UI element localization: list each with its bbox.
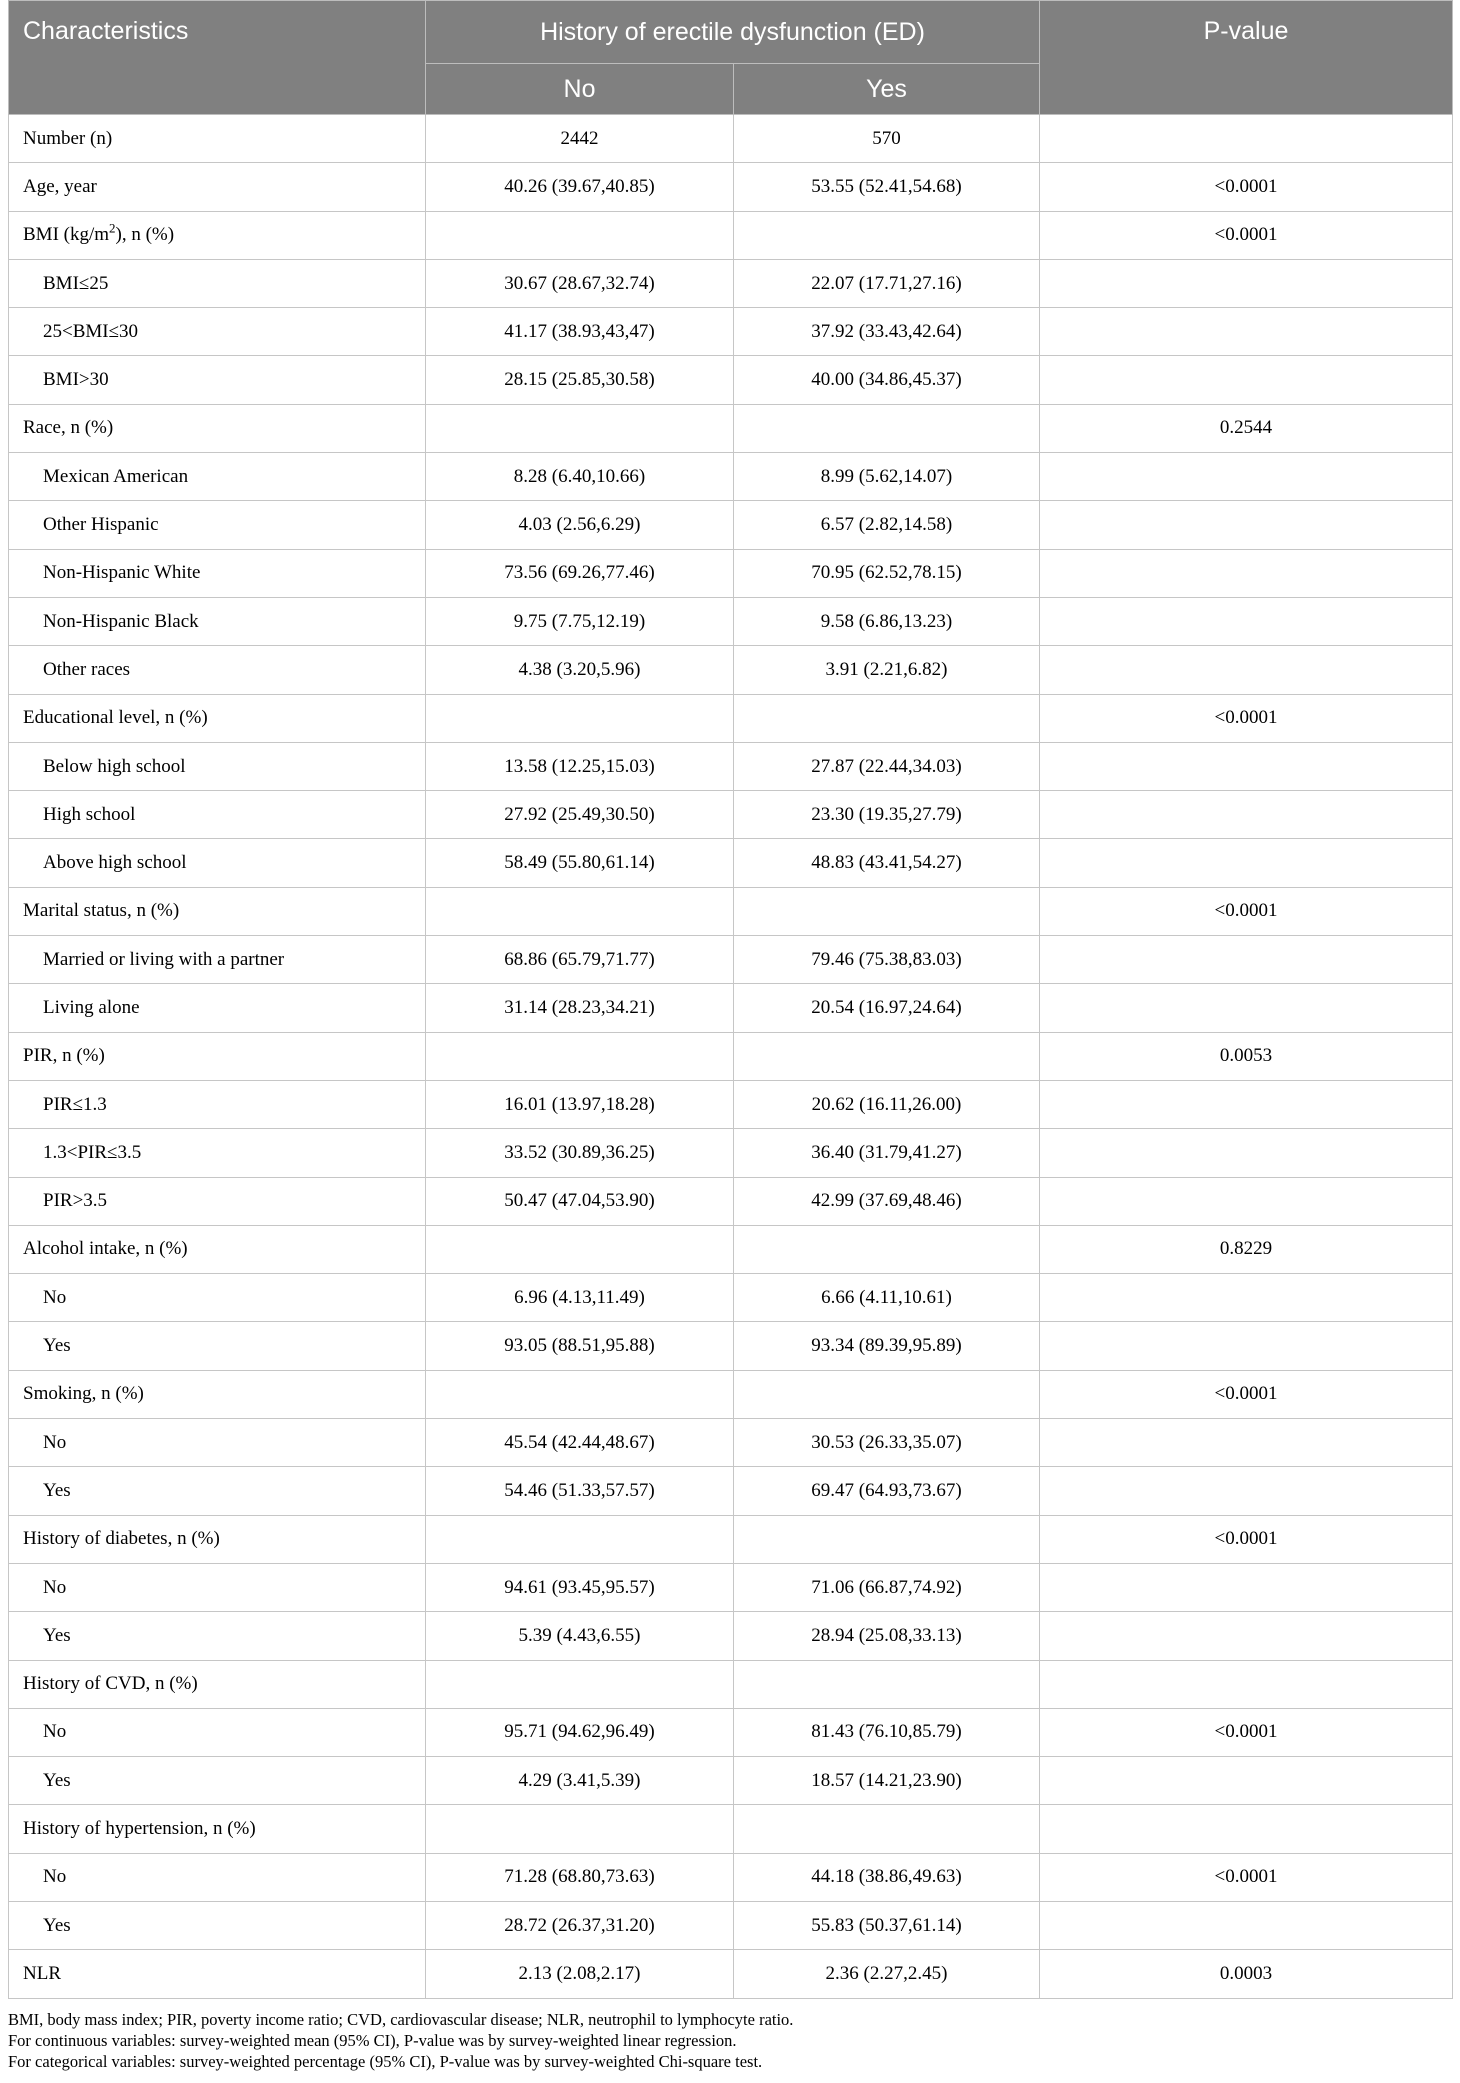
row-label <box>9 597 426 645</box>
row-label-text: History of hypertension, n (%) <box>23 1818 256 1840</box>
table-row <box>9 1563 1453 1611</box>
table-row <box>9 1177 1453 1225</box>
no-ed-value: 58.49 (55.80,61.14) <box>426 839 734 887</box>
ed-value: 18.57 (14.21,23.90) <box>734 1757 1040 1805</box>
p-value: <0.0001 <box>1040 1708 1453 1756</box>
ed-value: 93.34 (89.39,95.89) <box>734 1322 1040 1370</box>
table-container <box>8 0 1452 2072</box>
ed-value: 40.00 (34.86,45.37) <box>734 356 1040 404</box>
p-value <box>1040 1274 1453 1322</box>
table-row <box>9 936 1453 984</box>
row-label <box>9 1419 426 1467</box>
row-label <box>9 163 426 211</box>
row-label-text: Other Hispanic <box>43 514 159 536</box>
row-label <box>9 839 426 887</box>
p-value <box>1040 936 1453 984</box>
table-row <box>9 694 1453 742</box>
row-label-text: BMI (kg/m <box>23 224 110 246</box>
no-ed-value: 5.39 (4.43,6.55) <box>426 1612 734 1660</box>
table-row <box>9 1274 1453 1322</box>
ed-value: 44.18 (38.86,49.63) <box>734 1853 1040 1901</box>
no-ed-value: 95.71 (94.62,96.49) <box>426 1708 734 1756</box>
row-label-text: BMI≤25 <box>43 272 109 294</box>
ed-value: 42.99 (37.69,48.46) <box>734 1177 1040 1225</box>
header-yes: Yes <box>734 64 1040 115</box>
row-label-text: NLR <box>23 1962 61 1984</box>
table-row <box>9 1370 1453 1418</box>
no-ed-value: 50.47 (47.04,53.90) <box>426 1177 734 1225</box>
ed-value <box>734 1660 1040 1708</box>
ed-value <box>734 1515 1040 1563</box>
table-header <box>9 1 1453 115</box>
row-label-text: PIR≤1.3 <box>43 1093 107 1115</box>
no-ed-value: 40.26 (39.67,40.85) <box>426 163 734 211</box>
row-label-text: No <box>43 1721 67 1743</box>
p-value <box>1040 259 1453 307</box>
table-row <box>9 1660 1453 1708</box>
p-value <box>1040 501 1453 549</box>
ed-value: 20.54 (16.97,24.64) <box>734 984 1040 1032</box>
no-ed-value: 45.54 (42.44,48.67) <box>426 1419 734 1467</box>
no-ed-value: 6.96 (4.13,11.49) <box>426 1274 734 1322</box>
ed-value: 53.55 (52.41,54.68) <box>734 163 1040 211</box>
p-value <box>1040 356 1453 404</box>
table-row <box>9 259 1453 307</box>
table-row <box>9 1129 1453 1177</box>
row-label-text: Yes <box>43 1479 71 1501</box>
ed-value: 22.07 (17.71,27.16) <box>734 259 1040 307</box>
table-row <box>9 887 1453 935</box>
ed-value: 70.95 (62.52,78.15) <box>734 549 1040 597</box>
no-ed-value: 9.75 (7.75,12.19) <box>426 597 734 645</box>
no-ed-value <box>426 1225 734 1273</box>
ed-value: 6.57 (2.82,14.58) <box>734 501 1040 549</box>
table-row <box>9 1032 1453 1080</box>
no-ed-value: 93.05 (88.51,95.88) <box>426 1322 734 1370</box>
ed-value: 37.92 (33.43,42.64) <box>734 308 1040 356</box>
row-label-text: Yes <box>43 1335 71 1357</box>
no-ed-value: 28.72 (26.37,31.20) <box>426 1901 734 1949</box>
row-label <box>9 501 426 549</box>
row-label-text: Number (n) <box>23 127 113 149</box>
table-row <box>9 453 1453 501</box>
footnote-line: For continuous variables: survey-weighted mean (95% CI), P-value was by survey-weighted linear regression. <box>8 2030 737 2050</box>
no-ed-value: 4.03 (2.56,6.29) <box>426 501 734 549</box>
p-value: <0.0001 <box>1040 1515 1453 1563</box>
p-value <box>1040 1129 1453 1177</box>
ed-value: 20.62 (16.11,26.00) <box>734 1080 1040 1128</box>
row-label-text: No <box>43 1576 67 1598</box>
row-label-text: Race, n (%) <box>23 417 114 439</box>
p-value: <0.0001 <box>1040 163 1453 211</box>
row-label <box>9 1322 426 1370</box>
p-value <box>1040 984 1453 1032</box>
no-ed-value: 33.52 (30.89,36.25) <box>426 1129 734 1177</box>
no-ed-value: 94.61 (93.45,95.57) <box>426 1563 734 1611</box>
row-label-text: No <box>43 1286 67 1308</box>
table-footnotes <box>8 2009 1452 2072</box>
table-row <box>9 1419 1453 1467</box>
p-value <box>1040 1322 1453 1370</box>
table-row <box>9 501 1453 549</box>
p-value: 0.8229 <box>1040 1225 1453 1273</box>
ed-value: 8.99 (5.62,14.07) <box>734 453 1040 501</box>
row-label <box>9 1370 426 1418</box>
table-row <box>9 1322 1453 1370</box>
row-label-text: Smoking, n (%) <box>23 1383 144 1405</box>
footnote-line: For categorical variables: survey-weighted percentage (95% CI), P-value was by survey-weighted Chi-square test. <box>8 2051 763 2071</box>
row-label <box>9 453 426 501</box>
row-label-text: PIR>3.5 <box>43 1190 108 1212</box>
p-value <box>1040 1660 1453 1708</box>
p-value: <0.0001 <box>1040 887 1453 935</box>
ed-value: 570 <box>734 115 1040 163</box>
table-row <box>9 1950 1453 1998</box>
p-value <box>1040 453 1453 501</box>
ed-value: 30.53 (26.33,35.07) <box>734 1419 1040 1467</box>
no-ed-value: 31.14 (28.23,34.21) <box>426 984 734 1032</box>
row-label <box>9 1805 426 1853</box>
table-row <box>9 1080 1453 1128</box>
table-row <box>9 742 1453 790</box>
ed-value: 79.46 (75.38,83.03) <box>734 936 1040 984</box>
header-row <box>9 1 1453 64</box>
table-row <box>9 115 1453 163</box>
footnote-line: BMI, body mass index; PIR, poverty income ratio; CVD, cardiovascular disease; NLR, neutrophil to lymphocyte ratio. <box>8 2009 794 2029</box>
row-label <box>9 1225 426 1273</box>
table-row <box>9 1515 1453 1563</box>
ed-value: 36.40 (31.79,41.27) <box>734 1129 1040 1177</box>
row-label-text: Above high school <box>43 852 187 874</box>
ed-value <box>734 694 1040 742</box>
row-label <box>9 887 426 935</box>
no-ed-value: 41.17 (38.93,43,47) <box>426 308 734 356</box>
row-label <box>9 1467 426 1515</box>
table-row <box>9 549 1453 597</box>
p-value <box>1040 742 1453 790</box>
no-ed-value: 54.46 (51.33,57.57) <box>426 1467 734 1515</box>
row-label-text: Non-Hispanic White <box>43 562 201 584</box>
header-ed-history: History of erectile dysfunction (ED) <box>426 1 1040 64</box>
no-ed-value: 73.56 (69.26,77.46) <box>426 549 734 597</box>
table-row <box>9 308 1453 356</box>
row-label <box>9 646 426 694</box>
row-label-text: History of diabetes, n (%) <box>23 1528 220 1550</box>
row-label <box>9 742 426 790</box>
no-ed-value <box>426 887 734 935</box>
row-label <box>9 1853 426 1901</box>
no-ed-value <box>426 211 734 259</box>
row-label <box>9 404 426 452</box>
no-ed-value: 27.92 (25.49,30.50) <box>426 791 734 839</box>
row-label <box>9 356 426 404</box>
row-label-text: Living alone <box>43 996 140 1018</box>
no-ed-value: 2.13 (2.08,2.17) <box>426 1950 734 1998</box>
row-label-suffix: ), n (%) <box>115 224 175 246</box>
row-label-text: Non-Hispanic Black <box>43 610 199 632</box>
row-label-text: No <box>43 1431 67 1453</box>
no-ed-value: 30.67 (28.67,32.74) <box>426 259 734 307</box>
table-row <box>9 1757 1453 1805</box>
ed-value: 6.66 (4.11,10.61) <box>734 1274 1040 1322</box>
p-value <box>1040 1805 1453 1853</box>
p-value <box>1040 646 1453 694</box>
no-ed-value: 4.38 (3.20,5.96) <box>426 646 734 694</box>
no-ed-value <box>426 1370 734 1418</box>
ed-value: 23.30 (19.35,27.79) <box>734 791 1040 839</box>
ed-value <box>734 1805 1040 1853</box>
no-ed-value: 71.28 (68.80,73.63) <box>426 1853 734 1901</box>
row-label-text: Mexican American <box>43 465 189 487</box>
table-row <box>9 1853 1453 1901</box>
row-label-text: 1.3<PIR≤3.5 <box>43 1141 142 1163</box>
ed-value <box>734 887 1040 935</box>
row-label-text: Yes <box>43 1769 71 1791</box>
no-ed-value <box>426 1032 734 1080</box>
table-row <box>9 211 1453 259</box>
no-ed-value: 2442 <box>426 115 734 163</box>
row-label-text: Yes <box>43 1914 71 1936</box>
characteristics-table <box>8 0 1453 1999</box>
no-ed-value <box>426 694 734 742</box>
row-label <box>9 936 426 984</box>
row-label <box>9 1177 426 1225</box>
table-body <box>9 115 1453 1999</box>
row-label-text: Marital status, n (%) <box>23 900 180 922</box>
row-label <box>9 1032 426 1080</box>
p-value: <0.0001 <box>1040 211 1453 259</box>
no-ed-value <box>426 1805 734 1853</box>
ed-value: 71.06 (66.87,74.92) <box>734 1563 1040 1611</box>
row-label-text: Educational level, n (%) <box>23 707 208 729</box>
row-label <box>9 259 426 307</box>
p-value <box>1040 1563 1453 1611</box>
table-row <box>9 1805 1453 1853</box>
no-ed-value: 4.29 (3.41,5.39) <box>426 1757 734 1805</box>
row-label-text: BMI>30 <box>43 369 109 391</box>
table-row <box>9 984 1453 1032</box>
row-label <box>9 1274 426 1322</box>
p-value <box>1040 791 1453 839</box>
p-value <box>1040 1177 1453 1225</box>
ed-value: 2.36 (2.27,2.45) <box>734 1950 1040 1998</box>
p-value <box>1040 115 1453 163</box>
row-label <box>9 1660 426 1708</box>
table-row <box>9 356 1453 404</box>
row-label-text: 25<BMI≤30 <box>43 320 139 342</box>
row-label <box>9 308 426 356</box>
row-label <box>9 1708 426 1756</box>
row-label-text: High school <box>43 803 136 825</box>
table-row <box>9 163 1453 211</box>
header-characteristics: Characteristics <box>9 1 426 115</box>
row-label <box>9 694 426 742</box>
row-label <box>9 1515 426 1563</box>
table-row <box>9 1708 1453 1756</box>
no-ed-value: 68.86 (65.79,71.77) <box>426 936 734 984</box>
no-ed-value: 13.58 (12.25,15.03) <box>426 742 734 790</box>
ed-value: 3.91 (2.21,6.82) <box>734 646 1040 694</box>
p-value <box>1040 1080 1453 1128</box>
row-label-text: Age, year <box>23 175 97 197</box>
row-label-superscript: 2 <box>109 220 116 236</box>
row-label <box>9 1901 426 1949</box>
row-label-text: Below high school <box>43 755 186 777</box>
row-label-text: Yes <box>43 1624 71 1646</box>
p-value <box>1040 597 1453 645</box>
table-row <box>9 404 1453 452</box>
ed-value: 28.94 (25.08,33.13) <box>734 1612 1040 1660</box>
row-label-text: Alcohol intake, n (%) <box>23 1238 188 1260</box>
p-value <box>1040 549 1453 597</box>
row-label-text: No <box>43 1866 67 1888</box>
no-ed-value: 16.01 (13.97,18.28) <box>426 1080 734 1128</box>
ed-value: 81.43 (76.10,85.79) <box>734 1708 1040 1756</box>
ed-value: 27.87 (22.44,34.03) <box>734 742 1040 790</box>
ed-value <box>734 404 1040 452</box>
no-ed-value <box>426 404 734 452</box>
no-ed-value <box>426 1660 734 1708</box>
ed-value <box>734 211 1040 259</box>
p-value <box>1040 1467 1453 1515</box>
p-value: <0.0001 <box>1040 1370 1453 1418</box>
p-value <box>1040 1757 1453 1805</box>
table-row <box>9 839 1453 887</box>
p-value: 0.0003 <box>1040 1950 1453 1998</box>
no-ed-value: 28.15 (25.85,30.58) <box>426 356 734 404</box>
row-label <box>9 1080 426 1128</box>
p-value <box>1040 1901 1453 1949</box>
p-value <box>1040 1612 1453 1660</box>
ed-value: 48.83 (43.41,54.27) <box>734 839 1040 887</box>
ed-value: 69.47 (64.93,73.67) <box>734 1467 1040 1515</box>
no-ed-value <box>426 1515 734 1563</box>
no-ed-value: 8.28 (6.40,10.66) <box>426 453 734 501</box>
row-label-text: PIR, n (%) <box>23 1045 105 1067</box>
header-p-value: P-value <box>1040 1 1453 115</box>
table-row <box>9 791 1453 839</box>
header-no: No <box>426 64 734 115</box>
ed-value <box>734 1370 1040 1418</box>
row-label <box>9 1563 426 1611</box>
row-label <box>9 791 426 839</box>
p-value <box>1040 839 1453 887</box>
row-label <box>9 984 426 1032</box>
row-label-text: History of CVD, n (%) <box>23 1673 198 1695</box>
ed-value <box>734 1032 1040 1080</box>
table-row <box>9 1612 1453 1660</box>
row-label <box>9 1612 426 1660</box>
row-label <box>9 1129 426 1177</box>
ed-value: 9.58 (6.86,13.23) <box>734 597 1040 645</box>
row-label <box>9 1757 426 1805</box>
p-value <box>1040 1419 1453 1467</box>
table-row <box>9 1467 1453 1515</box>
table-row <box>9 646 1453 694</box>
row-label <box>9 549 426 597</box>
table-row <box>9 1901 1453 1949</box>
ed-value: 55.83 (50.37,61.14) <box>734 1901 1040 1949</box>
row-label <box>9 1950 426 1998</box>
p-value: 0.2544 <box>1040 404 1453 452</box>
p-value: 0.0053 <box>1040 1032 1453 1080</box>
p-value: <0.0001 <box>1040 1853 1453 1901</box>
ed-value <box>734 1225 1040 1273</box>
row-label <box>9 211 426 259</box>
p-value <box>1040 308 1453 356</box>
p-value: <0.0001 <box>1040 694 1453 742</box>
table-row <box>9 1225 1453 1273</box>
row-label-text: Married or living with a partner <box>43 948 285 970</box>
row-label-text: Other races <box>43 658 131 680</box>
row-label <box>9 115 426 163</box>
table-row <box>9 597 1453 645</box>
